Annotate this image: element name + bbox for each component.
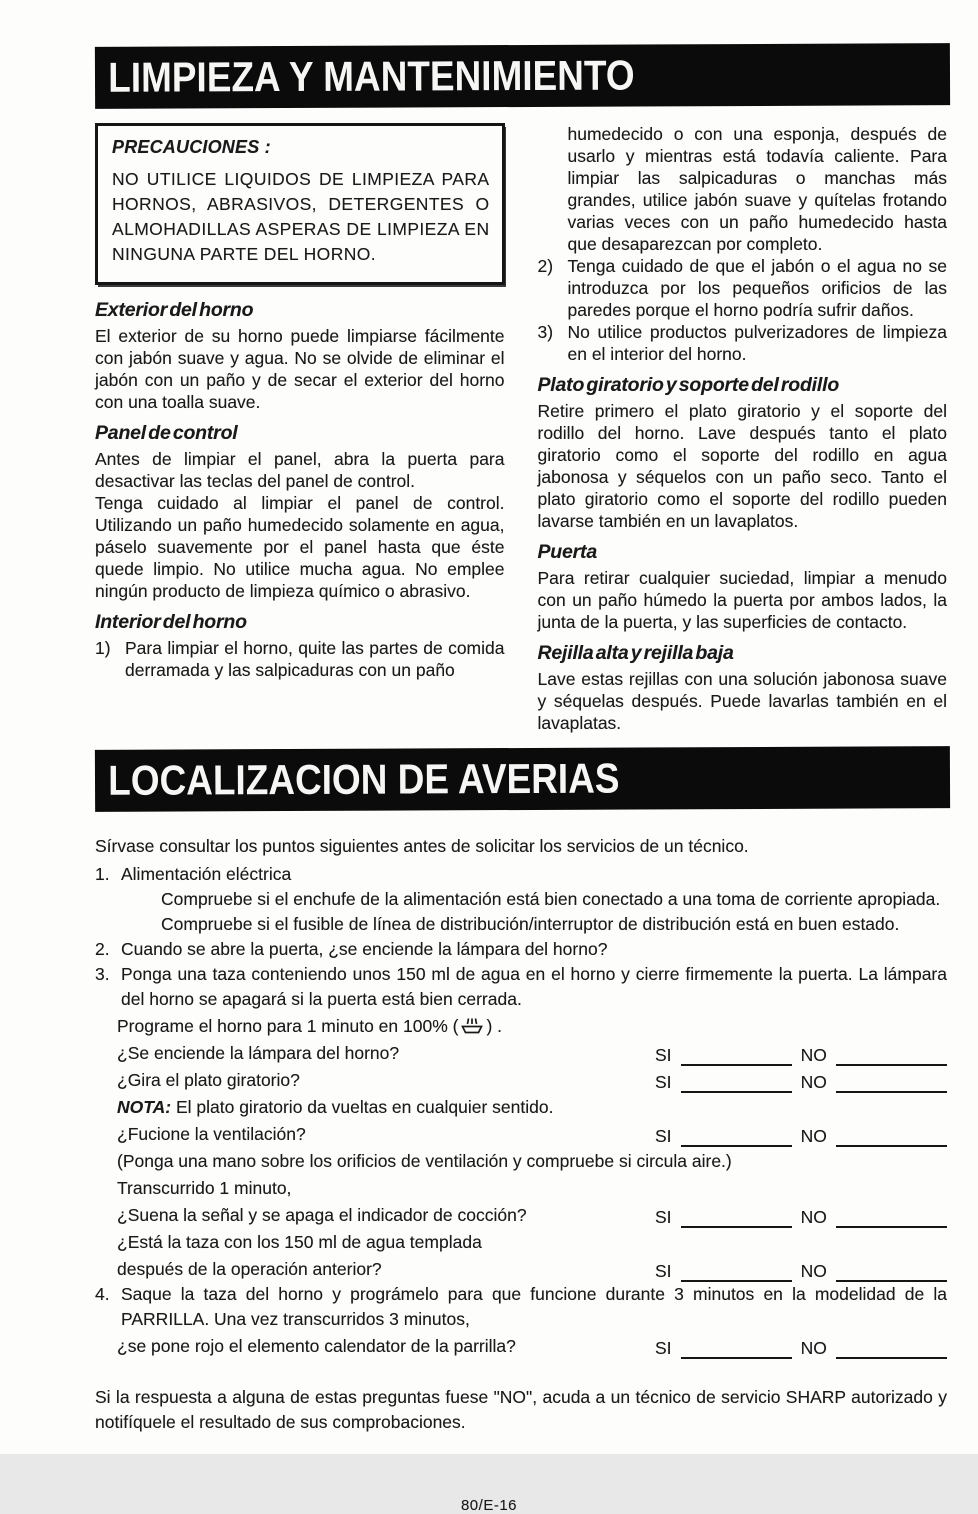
item-text: Para limpiar el horno, quite las partes de comida derramada y las salpicaduras con un paño xyxy=(125,638,505,680)
si-label: SI xyxy=(655,1045,672,1065)
item-text: Alimentación eléctrica xyxy=(121,864,292,884)
ts-program-line xyxy=(117,1014,947,1039)
cleaning-right-column xyxy=(538,123,948,734)
heading-rejillas: Rejilla alta y rejilla baja xyxy=(537,642,734,664)
item-text: Saque la taza del horno y prográmelo para que funcione durante 3 minutos en la modelidad de la PARRILLA. Una vez transcurridos 3 minutos, xyxy=(121,1284,947,1329)
ts-after-minute: Transcurrido 1 minuto, xyxy=(117,1178,292,1198)
cleaning-section-title: LIMPIEZA Y MANTENIMIENTO xyxy=(108,51,635,101)
item-text: Ponga una taza conteniendo unos 150 ml de agua en el horno y cierre firmemente la puerta. La lámpara del horno se apagará si la puerta está bien cerrada. xyxy=(121,964,947,1009)
item-number: 2. xyxy=(95,939,110,959)
ts-nota-line xyxy=(117,1095,947,1120)
nota-text: El plato giratorio da vueltas en cualquier sentido. xyxy=(171,1097,554,1117)
heading-puerta: Puerta xyxy=(537,541,597,563)
ts-item-1 xyxy=(95,862,947,887)
program-text-before: Programe el horno para 1 minuto en 100% ( xyxy=(117,1016,459,1036)
paragraph-rejillas: Lave estas rejillas con una solución jabonosa suave y séquelas después. Puede lavarlas también en el lavaplatas. xyxy=(537,669,947,733)
no-answer-line xyxy=(836,1343,947,1359)
item-number: 1) xyxy=(95,638,111,658)
interior-item-1-continuation: humedecido o con una esponja, después de usarlo y mientras está todavía caliente. Para limpiar las salpicaduras o manchas más grandes, utilice jabón suave y quítelas frotando varias veces con un paño humedecido hasta que desaparezcan por completo. xyxy=(567,124,947,254)
troubleshooting-intro: Sírvase consultar los puntos siguientes antes de solicitar los servicios de un técnico. xyxy=(95,836,749,856)
item-text: Tenga cuidado de que el jabón o el agua no se introduzca por los pequeños orificios de las paredes porque el horno podría sufrir daños. xyxy=(567,256,947,320)
question-text: ¿Gira el plato giratorio? xyxy=(117,1070,300,1090)
si-label: SI xyxy=(655,1338,672,1358)
si-answer-line xyxy=(681,1212,792,1228)
no-answer-line xyxy=(836,1131,947,1147)
nota-label: NOTA: xyxy=(117,1097,172,1117)
cleaning-left-column xyxy=(95,123,505,734)
si-answer-line xyxy=(681,1343,792,1359)
no-label: NO xyxy=(800,1072,827,1092)
paragraph-plato: Retire primero el plato giratorio y el soporte del rodillo del horno. Lave después tanto el plato giratorio como el soporte del rodillo en agua jabonosa y séquelos con un paño seco. Tanto el plato giratorio como el soporte del rodillo pueden lavarse también en un lavaplatos. xyxy=(537,401,947,531)
interior-item-1 xyxy=(95,637,505,681)
no-answer-line xyxy=(836,1266,947,1282)
si-label: SI xyxy=(655,1261,672,1281)
cleaning-columns xyxy=(95,123,947,734)
question-cup-line2 xyxy=(117,1257,947,1282)
ts-item-3 xyxy=(95,962,947,1012)
question-turntable xyxy=(117,1068,947,1093)
page-number: 80/E-16 xyxy=(460,1497,518,1514)
heading-plato-giratorio: Plato giratorio y soporte del rodillo xyxy=(537,374,840,396)
si-no-choice xyxy=(655,1125,947,1147)
item-number: 3. xyxy=(95,964,110,984)
si-answer-line xyxy=(681,1077,792,1093)
paragraph-puerta: Para retirar cualquier suciedad, limpiar a menudo con un paño húmedo la puerta por ambos lados, la junta de la puerta, y las superficies de contacto. xyxy=(537,568,947,632)
question-text: ¿Fucione la ventilación? xyxy=(117,1124,306,1144)
item-text: Cuando se abre la puerta, ¿se enciende la lámpara del horno? xyxy=(121,939,608,959)
no-answer-line xyxy=(836,1050,947,1066)
cleaning-section-title-bar xyxy=(95,43,950,109)
troubleshooting-section-title: LOCALIZACION DE AVERIAS xyxy=(108,754,620,804)
question-text: ¿Se enciende la lámpara del horno? xyxy=(117,1043,400,1063)
no-label: NO xyxy=(800,1045,827,1065)
heading-exterior-horno: Exterior del horno xyxy=(95,299,254,321)
no-answer-line xyxy=(836,1077,947,1093)
paragraph-panel-1: Antes de limpiar el panel, abra la puerta para desactivar las teclas del panel de control. xyxy=(95,449,505,491)
no-label: NO xyxy=(800,1261,827,1281)
troubleshooting-section-title-bar xyxy=(95,746,950,812)
item-number: 1. xyxy=(95,864,110,884)
paragraph-exterior: El exterior de su horno puede limpiarse fácilmente con jabón suave y agua. No se olvide de eliminar el jabón con un paño y de secar el exterior del horno con una toalla suave. xyxy=(95,326,505,412)
ts-item-1-check-fuse: Compruebe si el fusible de línea de distribución/interruptor de distribución está en buen estado. xyxy=(161,914,900,934)
item-text: No utilice productos pulverizadores de limpieza en el interior del horno. xyxy=(567,322,947,364)
si-label: SI xyxy=(655,1126,672,1146)
question-signal xyxy=(117,1203,947,1228)
si-no-choice xyxy=(655,1071,947,1093)
no-label: NO xyxy=(800,1126,827,1146)
item-number: 4. xyxy=(95,1284,110,1304)
program-text-after: ) . xyxy=(486,1016,503,1036)
question-lamp xyxy=(117,1041,947,1066)
precautions-text: NO UTILICE LIQUIDOS DE LIMPIEZA PARA HORNOS, ABRASIVOS, DETERGENTES O ALMOHADILLAS ASPERAS DE LIMPIEZA EN NINGUNA PARTE DEL HORNO. xyxy=(112,169,490,264)
question-cup-line1: ¿Está la taza con los 150 ml de agua templada xyxy=(117,1232,482,1252)
si-answer-line xyxy=(681,1050,792,1066)
no-label: NO xyxy=(800,1207,827,1227)
item-number: 2) xyxy=(537,256,554,276)
question-text: después de la operación anterior? xyxy=(117,1259,382,1279)
si-no-choice xyxy=(655,1260,947,1282)
precautions-label: PRECAUCIONES : xyxy=(112,137,271,157)
si-no-choice xyxy=(655,1206,947,1228)
power-100-icon xyxy=(460,1017,484,1034)
ts-ventilation-note: (Ponga una mano sobre los orificios de ventilación y compruebe si circula aire.) xyxy=(117,1151,732,1171)
no-label: NO xyxy=(800,1338,827,1358)
item-number: 3) xyxy=(537,322,554,342)
si-answer-line xyxy=(681,1131,792,1147)
interior-item-3 xyxy=(538,321,948,365)
si-no-choice xyxy=(655,1044,947,1066)
ts-item-4 xyxy=(95,1282,947,1332)
question-text: ¿Suena la señal y se apaga el indicador de cocción? xyxy=(117,1205,527,1225)
ts-item-2 xyxy=(95,937,947,962)
si-no-choice xyxy=(655,1337,947,1359)
troubleshooting-closing-note: Si la respuesta a alguna de estas preguntas fuese "NO", acuda a un técnico de servicio SHARP autorizado y notifíquele el resultado de sus comprobaciones. xyxy=(95,1387,947,1432)
precautions-box xyxy=(95,123,505,285)
si-label: SI xyxy=(655,1207,672,1227)
heading-interior-horno: Interior del horno xyxy=(95,611,247,633)
question-ventilation xyxy=(117,1122,947,1147)
paragraph-panel-2: Tenga cuidado al limpiar el panel de control. Utilizando un paño humedecido solamente en agua, páselo suavemente por el panel hasta que éste quede limpio. No utilice mucha agua. No emplee ningún producto de limpieza químico o abrasivo. xyxy=(95,493,505,601)
si-label: SI xyxy=(655,1072,672,1092)
question-grill xyxy=(117,1334,947,1359)
interior-item-2 xyxy=(538,255,948,321)
heading-panel-control: Panel de control xyxy=(95,422,238,444)
question-text: ¿se pone rojo el elemento calendator de la parrilla? xyxy=(117,1336,516,1356)
si-answer-line xyxy=(681,1266,792,1282)
troubleshooting-body xyxy=(95,834,947,1359)
ts-item-1-check-plug: Compruebe si el enchufe de la alimentación está bien conectado a una toma de corriente apropiada. xyxy=(161,889,941,909)
no-answer-line xyxy=(836,1212,947,1228)
